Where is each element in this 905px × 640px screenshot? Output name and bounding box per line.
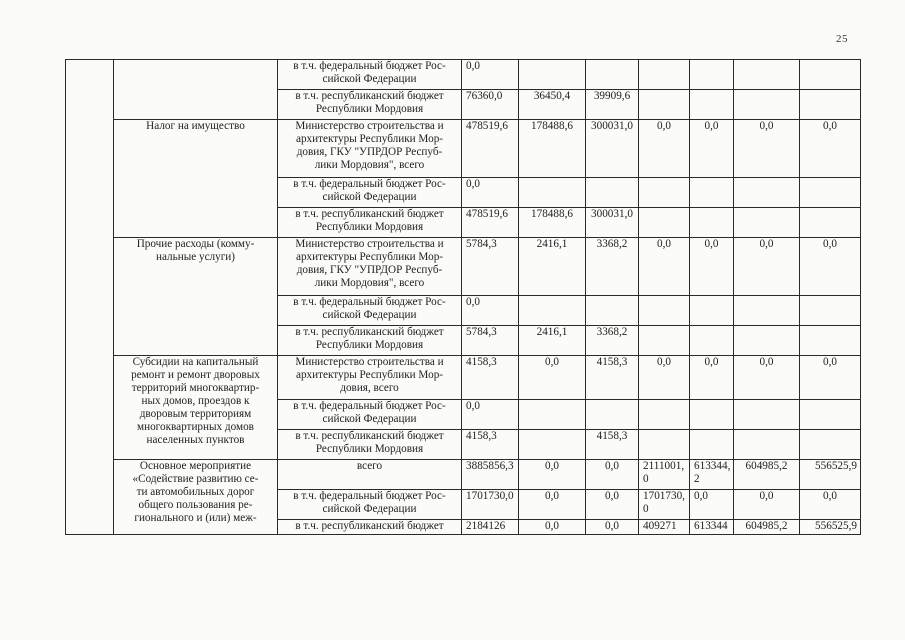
row-source-cell: в т.ч. республиканский бюджет bbox=[278, 520, 462, 535]
value-cell bbox=[690, 90, 734, 120]
value-cell: 39909,6 bbox=[586, 90, 639, 120]
value-cell: 0,0 bbox=[800, 120, 861, 178]
value-cell bbox=[734, 90, 800, 120]
value-cell: 604985,2 bbox=[734, 460, 800, 490]
value-cell: 0,0 bbox=[734, 238, 800, 296]
value-cell: 0,0 bbox=[462, 60, 519, 90]
value-cell bbox=[639, 90, 690, 120]
row-source-cell: в т.ч. республиканский бюджет Республики Мордовия bbox=[278, 430, 462, 460]
table-row bbox=[66, 356, 861, 400]
value-cell: 0,0 bbox=[586, 520, 639, 535]
table-row bbox=[66, 460, 861, 490]
value-cell: 0,0 bbox=[586, 490, 639, 520]
value-cell: 0,0 bbox=[462, 400, 519, 430]
value-cell: 0,0 bbox=[690, 356, 734, 400]
value-cell: 1701730,0 bbox=[462, 490, 519, 520]
value-cell: 0,0 bbox=[690, 490, 734, 520]
value-cell: 0,0 bbox=[800, 238, 861, 296]
value-cell: 178488,6 bbox=[519, 208, 586, 238]
value-cell bbox=[734, 208, 800, 238]
value-cell: 76360,0 bbox=[462, 90, 519, 120]
value-cell bbox=[586, 60, 639, 90]
table-row bbox=[66, 60, 861, 90]
value-cell bbox=[519, 400, 586, 430]
value-cell: 3368,2 bbox=[586, 238, 639, 296]
value-cell bbox=[639, 60, 690, 90]
value-cell bbox=[800, 430, 861, 460]
row-source-cell: в т.ч. федеральный бюджет Рос- сийской Федерации bbox=[278, 60, 462, 90]
value-cell: 0,0 bbox=[734, 356, 800, 400]
value-cell bbox=[639, 208, 690, 238]
value-cell: 0,0 bbox=[690, 238, 734, 296]
value-cell: 0,0 bbox=[800, 490, 861, 520]
value-cell bbox=[734, 178, 800, 208]
value-cell: 0,0 bbox=[734, 490, 800, 520]
row-source-cell: в т.ч. федеральный бюджет Рос- сийской Федерации bbox=[278, 490, 462, 520]
value-cell: 2111001,0 bbox=[639, 460, 690, 490]
value-cell: 0,0 bbox=[519, 356, 586, 400]
value-cell: 0,0 bbox=[519, 490, 586, 520]
row-source-cell: Министерство строительства и архитектуры Республики Мор- довия, всего bbox=[278, 356, 462, 400]
value-cell: 4158,3 bbox=[462, 356, 519, 400]
value-cell bbox=[639, 400, 690, 430]
value-cell: 0,0 bbox=[462, 296, 519, 326]
row-description-cell: Налог на имущество bbox=[114, 120, 278, 238]
row-description-cell: Основное мероприятие «Содействие развитию се- ти автомобильных дорог общего пользования ре- гионального и (или) меж- bbox=[114, 460, 278, 535]
value-cell: 0,0 bbox=[639, 238, 690, 296]
value-cell bbox=[800, 296, 861, 326]
value-cell: 0,0 bbox=[734, 120, 800, 178]
value-cell: 478519,6 bbox=[462, 208, 519, 238]
page-number: 25 bbox=[836, 33, 848, 45]
value-cell: 0,0 bbox=[586, 460, 639, 490]
value-cell bbox=[800, 326, 861, 356]
value-cell bbox=[519, 60, 586, 90]
value-cell bbox=[800, 400, 861, 430]
value-cell bbox=[800, 178, 861, 208]
value-cell: 556525,9 bbox=[800, 460, 861, 490]
value-cell bbox=[690, 326, 734, 356]
value-cell: 4158,3 bbox=[586, 430, 639, 460]
table-row bbox=[66, 238, 861, 296]
value-cell: 2184126 bbox=[462, 520, 519, 535]
value-cell: 604985,2 bbox=[734, 520, 800, 535]
value-cell: 2416,1 bbox=[519, 238, 586, 296]
value-cell bbox=[586, 296, 639, 326]
value-cell: 409271 bbox=[639, 520, 690, 535]
value-cell bbox=[800, 90, 861, 120]
value-cell: 3885856,3 bbox=[462, 460, 519, 490]
row-source-cell: в т.ч. республиканский бюджет Республики Мордовия bbox=[278, 326, 462, 356]
value-cell bbox=[734, 296, 800, 326]
value-cell bbox=[800, 60, 861, 90]
row-source-cell: в т.ч. федеральный бюджет Рос- сийской Федерации bbox=[278, 400, 462, 430]
table-row bbox=[66, 120, 861, 178]
value-cell bbox=[734, 326, 800, 356]
value-cell: 300031,0 bbox=[586, 120, 639, 178]
value-cell bbox=[586, 400, 639, 430]
value-cell: 4158,3 bbox=[462, 430, 519, 460]
value-cell: 613344 bbox=[690, 520, 734, 535]
value-cell: 4158,3 bbox=[586, 356, 639, 400]
value-cell bbox=[800, 208, 861, 238]
row-source-cell: Министерство строительства и архитектуры Республики Мор- довия, ГКУ "УПРДОР Респуб- лики Мордовия", всего bbox=[278, 238, 462, 296]
value-cell: 0,0 bbox=[639, 356, 690, 400]
row-source-cell: в т.ч. республиканский бюджет Республики Мордовия bbox=[278, 90, 462, 120]
value-cell bbox=[586, 178, 639, 208]
value-cell: 613344,2 bbox=[690, 460, 734, 490]
value-cell: 0,0 bbox=[462, 178, 519, 208]
value-cell bbox=[690, 400, 734, 430]
value-cell bbox=[734, 60, 800, 90]
value-cell bbox=[639, 430, 690, 460]
value-cell bbox=[519, 178, 586, 208]
value-cell: 5784,3 bbox=[462, 238, 519, 296]
value-cell: 0,0 bbox=[639, 120, 690, 178]
value-cell bbox=[690, 178, 734, 208]
value-cell bbox=[690, 296, 734, 326]
row-source-cell: в т.ч. республиканский бюджет Республики Мордовия bbox=[278, 208, 462, 238]
value-cell: 0,0 bbox=[519, 460, 586, 490]
budget-table bbox=[65, 59, 861, 535]
value-cell bbox=[690, 60, 734, 90]
value-cell bbox=[690, 430, 734, 460]
row-source-cell: Министерство строительства и архитектуры Республики Мор- довия, ГКУ "УПРДОР Респуб- лики Мордовия", всего bbox=[278, 120, 462, 178]
row-source-cell: всего bbox=[278, 460, 462, 490]
value-cell bbox=[519, 296, 586, 326]
value-cell: 556525,9 bbox=[800, 520, 861, 535]
value-cell bbox=[690, 208, 734, 238]
value-cell: 0,0 bbox=[519, 520, 586, 535]
value-cell: 0,0 bbox=[690, 120, 734, 178]
value-cell bbox=[734, 400, 800, 430]
value-cell bbox=[734, 430, 800, 460]
value-cell: 5784,3 bbox=[462, 326, 519, 356]
row-source-cell: в т.ч. федеральный бюджет Рос- сийской Федерации bbox=[278, 178, 462, 208]
value-cell: 1701730,0 bbox=[639, 490, 690, 520]
row-description-cell: Прочие расходы (комму- нальные услуги) bbox=[114, 238, 278, 356]
row-description-cell bbox=[114, 60, 278, 120]
value-cell bbox=[639, 296, 690, 326]
value-cell: 178488,6 bbox=[519, 120, 586, 178]
value-cell bbox=[519, 430, 586, 460]
blank-column-cell bbox=[66, 60, 114, 535]
value-cell: 0,0 bbox=[800, 356, 861, 400]
value-cell: 36450,4 bbox=[519, 90, 586, 120]
value-cell bbox=[639, 178, 690, 208]
row-description-cell: Субсидии на капитальный ремонт и ремонт дворовых территорий многоквартир- ных домов, проездов к дворовым территориям многоквартирных домов населенных пунктов bbox=[114, 356, 278, 460]
value-cell: 3368,2 bbox=[586, 326, 639, 356]
value-cell: 300031,0 bbox=[586, 208, 639, 238]
value-cell: 478519,6 bbox=[462, 120, 519, 178]
value-cell bbox=[639, 326, 690, 356]
row-source-cell: в т.ч. федеральный бюджет Рос- сийской Федерации bbox=[278, 296, 462, 326]
value-cell: 2416,1 bbox=[519, 326, 586, 356]
